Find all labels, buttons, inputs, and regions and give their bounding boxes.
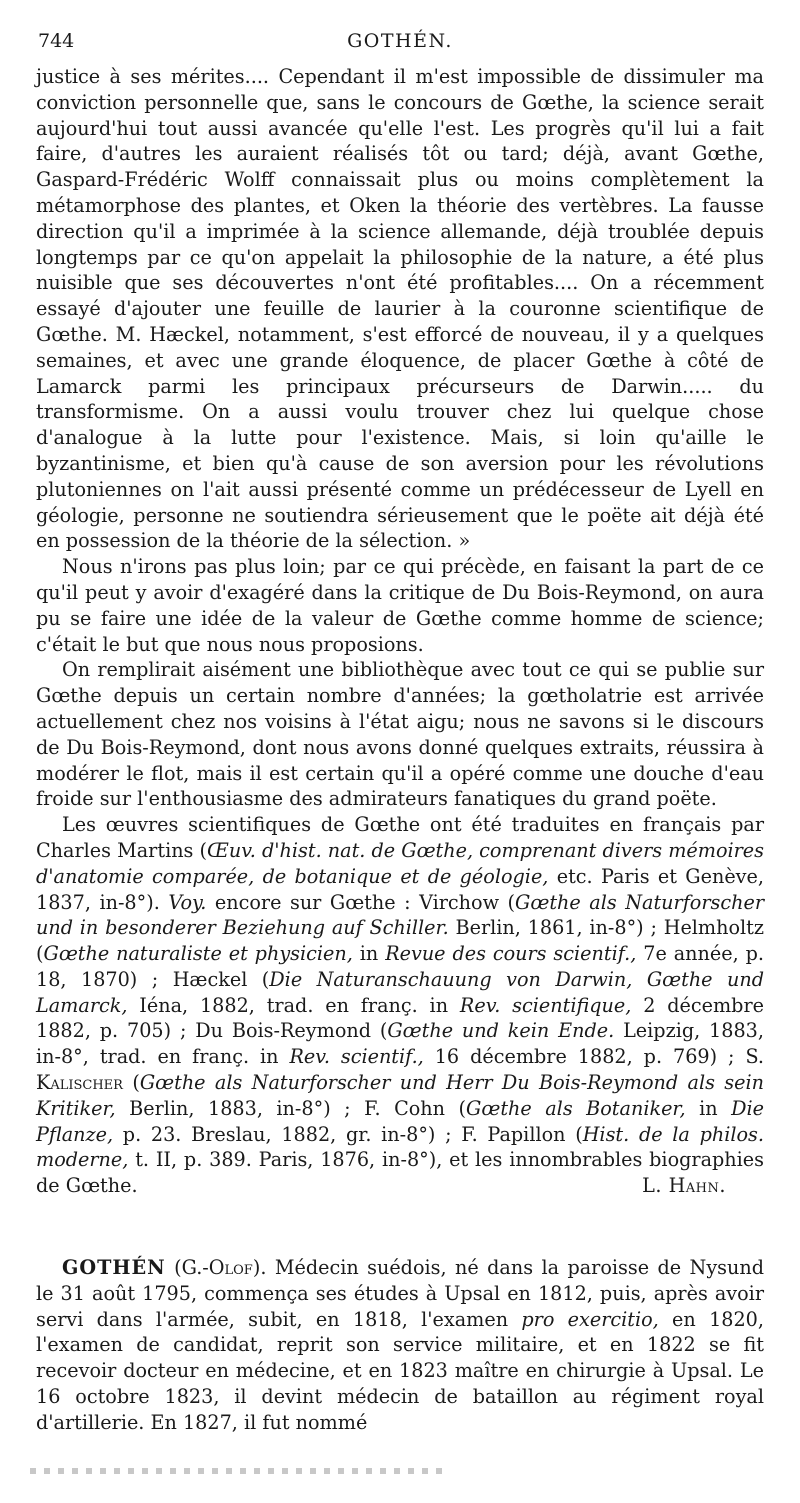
entry-paragraph: GOTHÉN (G.-Olof). Médecin suédois, né dans la paroisse de Nysund le 31 août 1795, commença ses études à Upsal en 1812, puis, après avoir servi dans l'armée, subit, en 1818, l'examen pro exercitio, en 1820, l'examen de candidat, reprit son service militaire, et en 1822 se fit recevoir docteur en médecine, et en 1823 maître en chirurgie à Upsal. Le 16 octobre 1823, il devint médecin de bataillon au régiment royal d'artillerie. En 1827, il fut nommé [36,1256,765,1434]
quotation-paragraph: justice à ses mérites.... Cependant il m'est impossible de dissimuler ma conviction personnelle que, sans le concours de Gœthe, la science serait aujourd'hui tout aussi avancée qu'elle l'est. Les progrès qu'il lui a fait faire, d'autres les auraient réalisés tôt ou tard; déjà, avant Gœthe, Gaspard-Frédéric Wolff connaissait plus ou moins complètement la métamorphose des plantes, et Oken la théorie des vertèbres. La fausse direction qu'il a imprimée à la science allemande, déjà troublée depuis longtemps par ce qu'on appelait la philosophie de la nature, a été plus nuisible que ses découvertes n'ont été profitables.... On a récemment essayé d'ajouter une feuille de laurier à la couronne scientifique de Gœthe. M. Hæckel, notamment, s'est efforcé de nouveau, il y a quelques semaines, et avec une grande éloquence, de placer Gœthe à côté de Lamarck parmi les principaux précurseurs de Darwin..... du transformisme. On a aussi voulu trouver chez lui quelque chose d'analogue à la lutte pour l'existence. Mais, si loin qu'aille le byzantinisme, et bien qu'à cause de son aversion pour les révolutions plutoniennes on l'ait aussi présenté comme un prédécesseur de Lyell en géologie, personne ne soutiendra sérieusement que le poëte ait déjà été en possession de la théorie de la sélection. » [36,65,764,553]
entry-forename: (G.-Olof). [165,1256,267,1280]
author-signature: L. Hahn. [642,1174,726,1198]
page-header [38,30,762,60]
entry-headword: GOTHÉN [62,1256,166,1280]
body-paragraph: On remplirait aisément une bibliothèque avec tout ce qui se publie sur Gœthe depuis un certain nombre d'années; la gœtholatrie est arrivée actuellement chez nos voisins à l'état aigu; nous ne savons si le discours de Du Bois-Reymond, dont nous avons donné quelques extraits, réussira à modérer le flot, mais il est certain qu'il a opéré comme une douche d'eau froide sur l'enthousiasme des admirateurs fanatiques du grand poëte. [36,658,764,811]
section-gap [36,1199,764,1255]
page-number: 744 [38,30,75,52]
body-paragraph: Nous n'irons pas plus loin; par ce qui précède, en faisant la part de ce qu'il peut y avoir d'exagéré dans la critique de Du Bois-Reymond, on aura pu se faire une idée de la valeur de Gœthe comme homme de science; c'était le but que nous nous proposions. [36,555,764,656]
scan-artifact [30,1468,450,1474]
running-title: GOTHÉN. [347,30,453,52]
bibliography-paragraph: Les œuvres scientifiques de Gœthe ont été traduites en français par Charles Martins (Œuv. d'hist. nat. de Gœthe, comprenant divers mémoires d'anatomie comparée, de botanique et de géologie, etc. Paris et Genève, 1837, in-8°). Voy. encore sur Gœthe : Virchow (Gœthe als Naturforscher und in besonderer Beziehung auf Schiller. Berlin, 1861, in-8°) ; Helmholtz (Gœthe naturaliste et physicien, in Revue des cours scientif., 7e année, p. 18, 1870) ; Hæckel (Die Naturanschauung von Darwin, Gœthe und Lamarck, Iéna, 1882, trad. en franç. in Rev. scientifique, 2 décembre 1882, p. 705) ; Du Bois-Reymond (Gœthe und kein Ende. Leipzig, 1883, in-8°, trad. en franç. in Rev. scientif., 16 décembre 1882, p. 769) ; S. Kalischer (Gœthe als Naturforscher und Herr Du Bois-Reymond als sein Kritiker, Berlin, 1883, in-8°) ; F. Cohn (Gœthe als Botaniker, in Die Pflanze, p. 23. Breslau, 1882, gr. in-8°) ; F. Papillon (Hist. de la philos. moderne, t. II, p. 389. Paris, 1876, in-8°), et les innombrables biographies de Gœthe. [36,813,765,1198]
article-body [36,64,764,1436]
